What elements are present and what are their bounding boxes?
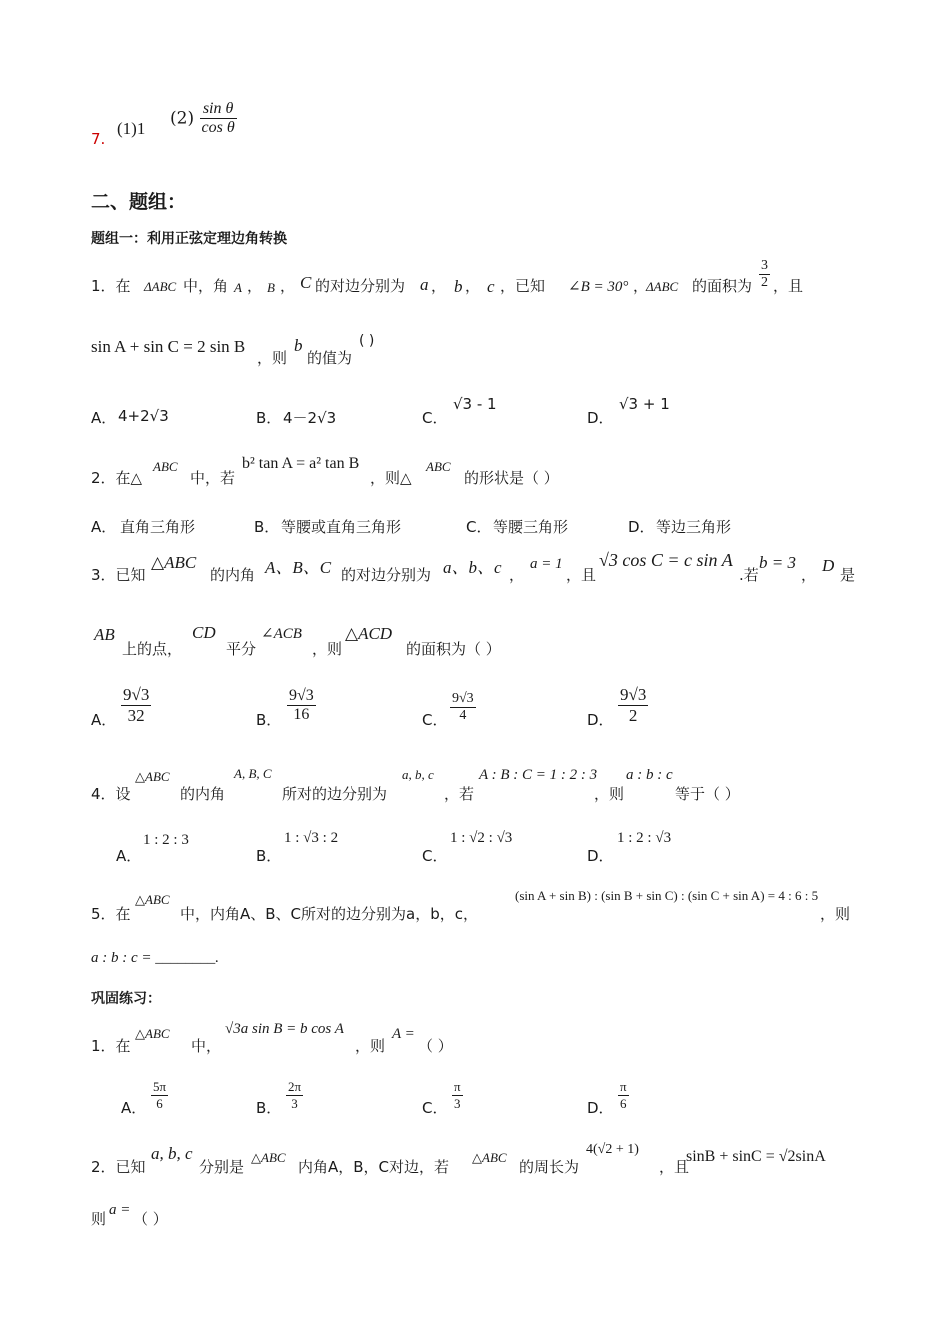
q3-option-c-fraction	[450, 691, 476, 724]
p1-prefix: 1．在	[91, 1037, 131, 1055]
q3-text4: .若	[739, 566, 759, 584]
p1-option-c-fraction	[452, 1079, 463, 1112]
fraction-numerator: 9√3	[123, 685, 150, 704]
q4-angle-ratio: A : B : C = 1 : 2 : 3	[479, 767, 598, 783]
q3-text3: ，且	[566, 566, 597, 584]
q5-line1	[91, 885, 861, 925]
q1-options	[91, 393, 791, 427]
q1-triangle: ΔABC	[144, 279, 177, 294]
q1-triangle-2: ΔABC	[646, 279, 679, 294]
q1-text3: ，已知	[500, 277, 546, 295]
p2-prefix: 2．已知	[91, 1158, 146, 1176]
q3-text9: 的面积为（ ）	[406, 640, 501, 658]
fraction-denominator: 6	[156, 1096, 163, 1111]
q1-angle-a: A	[234, 280, 242, 295]
p1-a-equals: A =	[392, 1026, 415, 1042]
q4-text2: 所对的边分别为	[282, 785, 388, 803]
q2-prefix: 2．在△	[91, 469, 143, 487]
p2-text2: 内角A，B，C对边，若	[298, 1158, 450, 1176]
fraction-denominator: cos θ	[201, 119, 235, 136]
q4-option-d-label: D．	[587, 847, 614, 865]
answer-part2-label: (2)	[170, 108, 195, 129]
p2-condition: sinB + sinC = √2sinA	[686, 1148, 826, 1165]
p2-a-equals: a =	[109, 1202, 131, 1218]
fraction-denominator: 4	[459, 708, 467, 723]
q1-answer-blank: ( )	[359, 333, 375, 349]
q1-text6: ，则	[257, 349, 288, 367]
q1-angle-b: B	[267, 280, 275, 295]
q3-option-b-fraction	[287, 687, 316, 724]
q4-option-b-value: 1 : √3 : 2	[284, 830, 339, 846]
q3-prefix: 3．已知	[91, 566, 146, 584]
q1-option-d-value: √3 + 1	[619, 395, 670, 413]
q4-text1: 的内角	[180, 785, 226, 803]
q1-condition: sin A + sin C = 2 sin B	[91, 337, 246, 356]
p2-text4: ，且	[659, 1158, 690, 1176]
q3-text7: 平分	[226, 640, 257, 658]
fraction-denominator: 6	[620, 1096, 627, 1111]
fraction-numerator: π	[454, 1079, 461, 1094]
q3-text6: 上的点，	[122, 640, 183, 658]
q3-angle-acb: ∠ACB	[261, 626, 302, 642]
q4-option-d-value: 1 : 2 : √3	[617, 830, 672, 846]
q4-triangle: △ABC	[135, 769, 170, 784]
answer-part2-fraction	[200, 100, 237, 137]
q1-text7: 的值为	[307, 349, 353, 367]
q3-option-d-fraction	[618, 685, 648, 726]
q3-option-a-label: A．	[91, 711, 117, 729]
q2-triangle: ABC	[153, 459, 178, 474]
q5-text2: ，则	[820, 905, 851, 923]
q4-prefix: 4．设	[91, 785, 131, 803]
q2-text3: 的形状是（ ）	[464, 469, 559, 487]
q4-options	[91, 828, 791, 863]
q4-option-b-label: B．	[256, 847, 282, 865]
q1-side-a: a	[420, 275, 429, 294]
q4-option-a-value: 1 : 2 : 3	[143, 832, 189, 848]
p1-text3: （ ）	[418, 1037, 453, 1055]
q3-b-value: b = 3	[759, 553, 796, 572]
fraction-denominator: 16	[293, 706, 310, 723]
q3-option-b-label: B．	[256, 711, 282, 729]
fraction-denominator: 2	[628, 706, 638, 725]
q2-option-b-label: B．	[254, 518, 280, 536]
q3-options	[91, 685, 791, 735]
q1-side-b-2: b	[294, 336, 303, 355]
fraction-numerator: 9√3	[289, 687, 314, 704]
q2-option-a-label: A．	[91, 518, 117, 536]
p2-line1	[91, 1140, 861, 1175]
q3-option-a-fraction	[121, 685, 151, 726]
q1-option-d-label: D．	[587, 409, 614, 427]
q3-point-d: D	[822, 556, 835, 575]
q3-text5: 是	[840, 566, 856, 584]
p2-text1: 分别是	[199, 1158, 245, 1176]
p1-option-b-label: B．	[256, 1099, 282, 1117]
fraction-denominator: 32	[127, 706, 145, 725]
section-title: 二、题组：	[91, 191, 187, 213]
q3-sides: a、b、c	[443, 558, 502, 577]
p1-option-c-label: C．	[422, 1099, 448, 1117]
answer-number: 7.	[91, 130, 106, 148]
q1-option-a-label: A．	[91, 409, 117, 427]
q1-angle-c: C	[300, 273, 312, 292]
q3-text1: 的内角	[210, 566, 256, 584]
q1-option-c-label: C．	[422, 409, 448, 427]
q4-option-c-label: C．	[422, 847, 448, 865]
q4-angles: A, B, C	[234, 766, 272, 781]
fraction-numerator: π	[620, 1079, 627, 1094]
p1-options	[91, 1079, 791, 1119]
q5-prefix: 5．在	[91, 905, 131, 923]
fraction-numerator: 9√3	[620, 685, 647, 704]
q2-options	[91, 516, 791, 536]
p2-text5: （ ）	[133, 1210, 168, 1228]
fraction-numerator: sin θ	[200, 100, 237, 119]
q2-option-a-value: 直角三角形	[120, 518, 196, 536]
answer-part1: (1)1	[117, 119, 146, 138]
p1-line	[91, 1018, 611, 1053]
fraction-numerator: 5π	[153, 1079, 167, 1094]
q1-option-b-value: 4－2√3	[283, 409, 337, 427]
fraction-denominator: 3	[454, 1096, 461, 1111]
q3-segment-ab: AB	[94, 625, 115, 644]
q1-option-a-value: 4+2√3	[118, 407, 169, 425]
p2-perimeter: 4(√2 + 1)	[586, 1142, 639, 1157]
q2-text1: 中，若	[190, 469, 236, 487]
p1-triangle: △ABC	[135, 1026, 170, 1041]
q3-line2	[91, 622, 611, 657]
q3-segment-cd: CD	[192, 623, 216, 642]
fraction-numerator: 2π	[288, 1079, 302, 1094]
q2-option-c-value: 等腰三角形	[493, 518, 569, 536]
p1-option-a-label: A．	[121, 1099, 147, 1117]
p1-option-d-fraction	[618, 1079, 629, 1112]
answer-part2	[170, 100, 237, 137]
q4-side-ratio: a : b : c	[626, 767, 673, 783]
q3-option-c-label: C．	[422, 711, 448, 729]
q1-text2: 的对边分别为	[315, 277, 406, 295]
q1-area-fraction	[759, 258, 770, 291]
group1-title: 题组一：利用正弦定理边角转换	[91, 231, 287, 247]
q1-option-c-value: √3 - 1	[453, 395, 497, 413]
q2-option-c-label: C．	[466, 518, 492, 536]
q2-line	[91, 455, 691, 485]
p2-line2	[91, 1198, 291, 1228]
q3-line1: 3．已知 △ABC 的内角 A、B、C 的对边分别为 a、b、c ， a = 1 ，且 √3 cos C = c sin A .若 b = 3 ， D 是	[91, 550, 856, 584]
q5-condition: (sin A + sin B) : (sin B + sin C) : (sin C + sin A) = 4 : 6 : 5	[515, 888, 819, 903]
q1-line2	[91, 332, 491, 367]
q1-text5: ，且	[773, 277, 804, 295]
q2-text2: ，则△	[370, 469, 412, 487]
q5-triangle: △ABC	[135, 892, 170, 907]
q4-line	[91, 765, 771, 805]
q1-side-c: c	[487, 277, 495, 296]
q4-sides: a, b, c	[402, 767, 434, 782]
q4-option-c-value: 1 : √2 : √3	[450, 830, 513, 846]
practice-title: 巩固练习：	[91, 991, 161, 1007]
q1-prefix: 1．在	[91, 277, 131, 295]
fraction-denominator: 3	[291, 1096, 298, 1111]
q4-text3: ，若	[444, 785, 475, 803]
q3-triangle-acd: △ACD	[345, 624, 393, 643]
q4-text5: 等于（ ）	[675, 785, 740, 803]
p2-triangle: △ABC	[251, 1150, 286, 1165]
p1-option-a-fraction	[151, 1079, 168, 1112]
q1-angle-b-value: ∠B = 30°	[568, 279, 629, 295]
p2-triangle-2: △ABC	[472, 1150, 507, 1165]
q3-a-value: a = 1	[530, 556, 563, 572]
q3-option-d-label: D．	[587, 711, 614, 729]
q4-option-a-label: A．	[116, 847, 142, 865]
q5-answer-blank: a : b : c = ________.	[91, 950, 220, 966]
fraction-numerator: 3	[761, 258, 768, 273]
q3-triangle: △ABC	[151, 553, 197, 572]
q3-condition: √3 cos C = c sin A	[599, 550, 733, 570]
q3-text2: 的对边分别为	[341, 566, 432, 584]
q5-text1: 中，内角A、B、C所对的边分别为a，b，c，	[180, 905, 478, 923]
fraction-numerator: 9√3	[452, 691, 474, 706]
q1-text4: 的面积为	[692, 277, 753, 295]
q1-side-b: b	[454, 277, 463, 296]
p2-text3: 的周长为	[519, 1158, 580, 1176]
p2-sides: a, b, c	[151, 1144, 193, 1163]
q4-text4: ，则	[594, 785, 625, 803]
p1-option-b-fraction	[286, 1079, 303, 1112]
p1-text2: ，则	[355, 1037, 386, 1055]
p1-text1: 中，	[191, 1037, 222, 1055]
p2-line2-prefix: 则	[91, 1210, 107, 1228]
p1-option-d-label: D．	[587, 1099, 614, 1117]
q1-text1: 中，角	[183, 277, 229, 295]
q3-angles: A、B、C	[265, 558, 332, 577]
q2-option-b-value: 等腰或直角三角形	[281, 518, 402, 536]
q2-option-d-label: D．	[628, 518, 655, 536]
q2-triangle-2: ABC	[426, 459, 451, 474]
q1-option-b-label: B．	[256, 409, 282, 427]
q2-option-d-value: 等边三角形	[656, 518, 732, 536]
fraction-denominator: 2	[761, 275, 768, 290]
q2-condition: b² tan A = a² tan B	[242, 455, 360, 472]
p1-condition: √3a sin B = b cos A	[225, 1021, 344, 1037]
q3-text8: ，则	[312, 640, 343, 658]
